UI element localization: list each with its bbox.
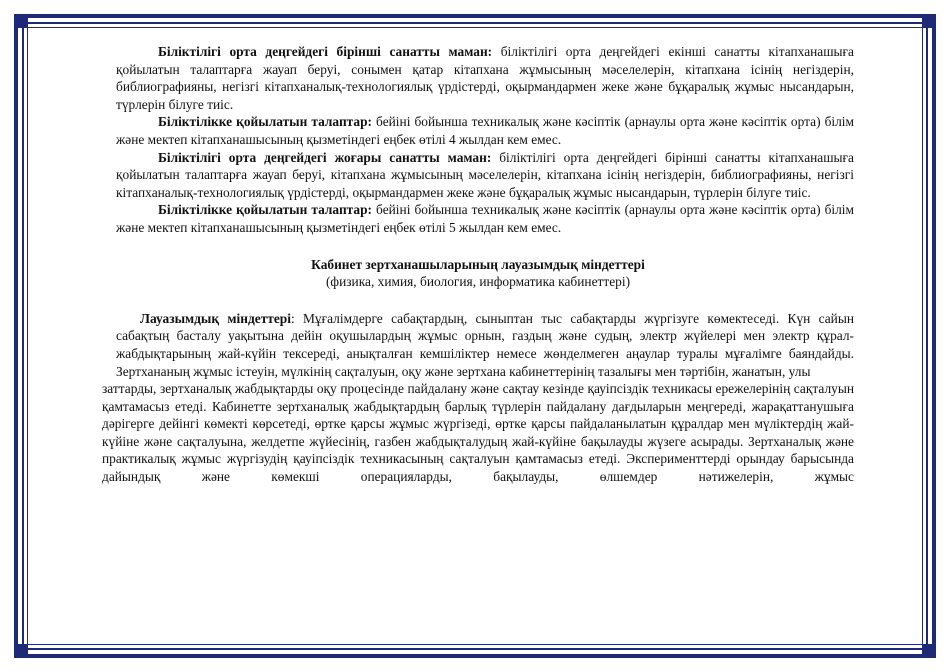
paragraph-label: Біліктілігі орта деңгейдегі жоғары санатты маман:: [158, 149, 492, 165]
paragraph-label: Біліктілікке қойылатын талаптар:: [158, 202, 373, 218]
border-corner: [922, 14, 936, 28]
border-corner: [922, 644, 936, 658]
paragraph-first-category: [116, 43, 854, 113]
paragraph-text: біліктілігі орта деңгейдегі бірінші санатты кітапханашыға қойылатын талаптарға жауап беруі, кітапхана жұмысының мәселелерін, кітапхана ісінің негіздерін, библиографияны, негізгі кітапханалық-технологиялық үрдістерді, оқырмандармен жеке және бұқаралық жұмыс нысандарын, түрлерін білуге тиіс.: [116, 149, 854, 200]
paragraph-requirements-5: [116, 201, 854, 236]
paragraph-duties: [102, 310, 854, 380]
paragraph-higher-category: [116, 149, 854, 202]
paragraph-text: бейіні бойынша техникалық және кәсіптік (арнаулы орта және кәсіптік орта) білім және мектеп кітапханашысының қызметіндегі еңбек өтілі 5 жылдан кем емес.: [116, 202, 854, 235]
border-corner: [14, 14, 28, 28]
paragraph-label: Біліктілігі орта деңгейдегі бірінші санатты маман:: [158, 44, 493, 59]
border-corner: [14, 644, 28, 658]
qualification-block: [102, 43, 854, 237]
spacer: [102, 291, 854, 310]
paragraph-label: Лауазымдық міндеттері: [140, 310, 291, 326]
paragraph-text: бейіні бойынша техникалық және кәсіптік (арнаулы орта және кәсіптік орта) білім және мектеп кітапханашысының қызметіндегі еңбек өтілі 4 жылдан кем емес.: [116, 114, 854, 147]
section-heading: Кабинет зертханашыларының лауазымдық міндеттері: [311, 256, 645, 272]
section-subheading: (физика, химия, биология, информатика кабинеттері): [325, 274, 631, 290]
paragraph-text: : Мұғалімдерге сабақтардың, сыныптан тыс сабақтарды жүргізуге көмектеседі. Күн сайын сабақтың басталу уақытына дейін оқушылардың жұмыс орнын, газдың және судың, электр жүйелері мен электр құрал-жабдықтарының жай-күйін тексереді, анықталған кемшіліктер немесе жөнделмеген аңаулар туралы мұғалімге баяндайды. Зертхананың жұмыс істеуін, мүлкінің сақталуын, оқу және зертхана кабинеттерінің тазалығы мен тәртібін, жанатын, улы: [116, 310, 854, 379]
paragraph-label: Біліктілікке қойылатын талаптар:: [158, 114, 373, 130]
paragraph-text: біліктілігі орта деңгейдегі екінші санатты кітапханашыға қойылатын талаптарға жауап беруі, сонымен қатар кітапхана жұмысының мәселелерін, кітапхана ісінің негіздерін, библиографияны, негізгі кітапханалық-технологиялық үрдістерді, оқырмандармен жеке және бұқаралық жұмыс нысандарын, түрлерін білуге тиіс.: [116, 44, 854, 112]
document-body: [102, 43, 854, 486]
paragraph-requirements-4: [116, 113, 854, 148]
paragraph-duties-continued: заттарды, зертханалық жабдықтарды оқу процесінде пайдалану және сақтау кезінде қауіпсіздік техникасы ережелерінің сақталуын қамтамасыз етеді. Кабинетте зертханалық жабдықтардың барлық түрлерін пайдалану дағдыларын меңгереді, жарақаттанушыға дәрігерге дейінгі көмекті көрсетеді, өртке қарсы жұмыс жүргізеді, өртке қарсы пайдаланылатын құралдар мен мүліктердің жай-күйіне және сақталуына, желдетпе жүйесінің, газбен жабдықталудың жай-күйіне бақылауды жүзеге асырады. Зертханалық және практикалық жұмыс жүргізудің қауіпсіздік техникасының сақталуын қамтамасыз етеді. Эксперименттерді орындау барысында дайындық және көмекші операцияларды, бақылауды, өлшемдер нәтижелерін, жұмыс: [102, 381, 854, 485]
